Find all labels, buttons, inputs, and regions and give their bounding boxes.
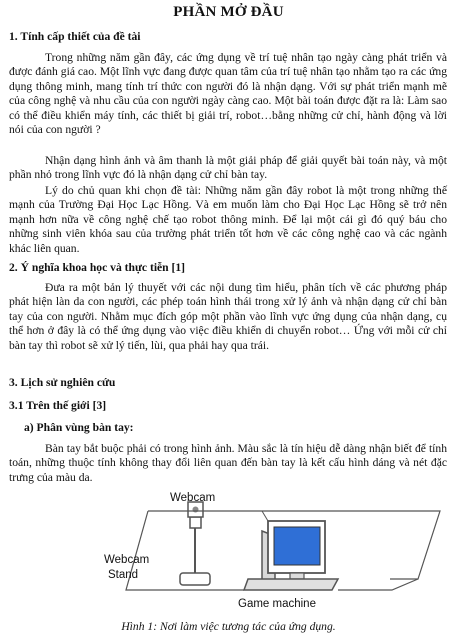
workspace-figure [0, 491, 457, 615]
figure-caption: Hình 1: Nơi làm việc tương tác của ứng dụng. [121, 620, 336, 633]
game-machine-icon [244, 521, 338, 590]
paragraph-2-1: Đưa ra một bản lý thuyết với các nội dung tìm hiểu, phân tích về các phương pháp phát hiện làn da con người, các phép toán hình thái trong xử lý ảnh và nhận dạng cử chỉ bàn tay của con người. Nhằm mục đích góp một phần vào lĩnh vực ứng dụng của nhận dạng, cụ thể hơn ở đây là có thể ứng dụng vào việc điều khiển di chuyển robot… Ứng với mỗi cử chỉ bàn tay thì robot sẽ xử lý tiến, lùi, qua phải hay qua trái. [9, 281, 447, 352]
paragraph-1-2: Nhận dạng hình ảnh và âm thanh là một giải pháp để giải quyết bài toán này, và một phần nhỏ trong lĩnh vực đó là nhận dạng cử chỉ bàn tay. [9, 154, 447, 182]
subsection-paragraph: Bàn tay bắt buộc phải có trong hình ảnh. Màu sắc là tín hiệu dễ dàng nhận biết để tính toán, những thuộc tính không thay đổi liên quan đến bàn tay là kết cấu hình dáng và nét đặc trưng của màu da. [9, 442, 447, 484]
label-webcam: Webcam [170, 492, 216, 504]
webcam-stand-icon [180, 502, 210, 585]
paragraph-1-1: Trong những năm gần đây, các ứng dụng về trí tuệ nhân tạo ngày càng phát triển và được đánh giá cao. Một lĩnh vực đang được quan tâm của trí tuệ nhân tạo nhằm tạo ra các ứng dụng thông minh, mang tính trí thức con người đó là nhận dạng. Với sự phát triển mạnh mẽ của công nghệ và nhu cầu của con người ngày càng cao. Một bài toán được đặt ra là: Làm sao có thể điều khiển máy tính, các thiết bị giải trí, robot…bằng những cử chỉ, hành động và lời nói của con người ? [9, 51, 447, 137]
section-heading-1: 1. Tính cấp thiết của đề tài [9, 30, 141, 43]
section-heading-2: 2. Ý nghĩa khoa học và thực tiễn [1] [9, 261, 186, 274]
label-game-machine: Game machine [238, 598, 316, 610]
subsection-heading-a: a) Phân vùng bàn tay: [24, 421, 134, 434]
label-webcam-stand-2: Stand [108, 569, 139, 581]
paragraph-1-3: Lý do chủ quan khi chọn đề tài: Những năm gần đây robot là một trong những thế mạnh của Trường Đại Học Lạc Hồng. Và em muốn làm cho Đại Học Lạc Hồng sẽ trở nên mạnh hơn nữa về công nghệ chế tạo robot thông minh. Để lại một cái gì đó quý báu cho những sinh viên khóa sau của trường phát triển tốt hơn về các công nghệ cao và các ngành khác liên quan. [9, 184, 447, 255]
label-webcam-stand-1: Webcam [104, 554, 150, 566]
section-heading-3-1: 3.1 Trên thế giới [3] [9, 399, 107, 412]
section-heading-3: 3. Lịch sử nghiên cứu [9, 376, 116, 389]
page-title: PHẦN MỞ ĐẦU [173, 4, 284, 20]
